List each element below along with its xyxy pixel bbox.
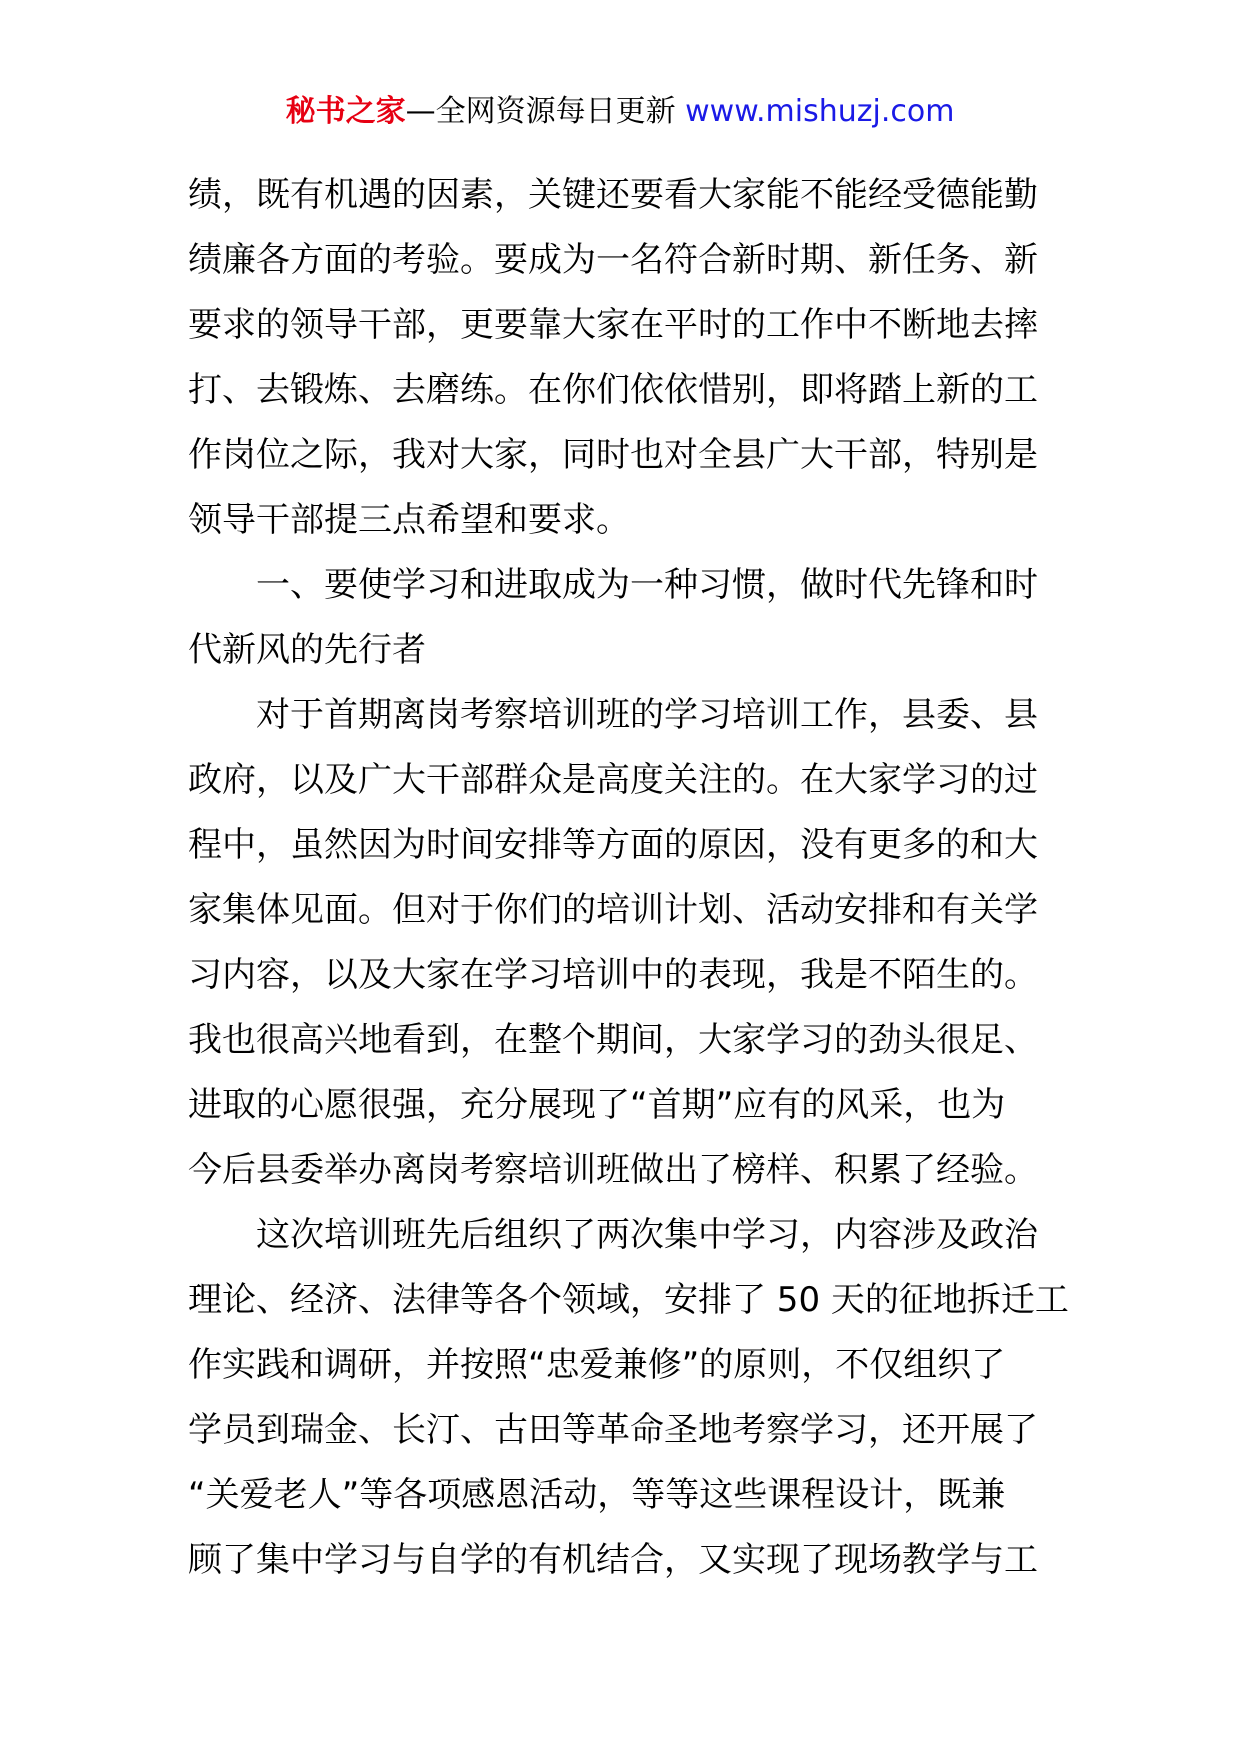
section-heading-line: 一、要使学习和进取成为一种习惯，做时代先锋和时 xyxy=(256,565,1038,605)
body-line: 进取的心愿很强，充分展现了“首期”应有的风采，也为 xyxy=(188,1085,1006,1125)
body-line: 家集体见面。但对于你们的培训计划、活动安排和有关学 xyxy=(188,890,1038,930)
site-header xyxy=(0,90,1240,134)
body-line: “关爱老人”等各项感恩活动，等等这些课程设计，既兼 xyxy=(188,1475,1006,1515)
body-line: 今后县委举办离岗考察培训班做出了榜样、积累了经验。 xyxy=(188,1150,1038,1190)
body-line: 绩廉各方面的考验。要成为一名符合新时期、新任务、新 xyxy=(188,240,1038,280)
body-line: 理论、经济、法律等各个领域，安排了 50 天的征地拆迁工 xyxy=(188,1280,1069,1320)
header-slogan: —全网资源每日更新 xyxy=(405,94,686,129)
body-line: 顾了集中学习与自学的有机结合，又实现了现场教学与工 xyxy=(188,1540,1038,1580)
site-url-link[interactable]: www.mishuzj.com xyxy=(685,94,955,129)
brand-name: 秘书之家 xyxy=(285,94,406,129)
body-line: 习内容，以及大家在学习培训中的表现，我是不陌生的。 xyxy=(188,955,1038,995)
body-line: 要求的领导干部，更要靠大家在平时的工作中不断地去摔 xyxy=(188,305,1038,345)
body-line: 作岗位之际，我对大家，同时也对全县广大干部，特别是 xyxy=(188,435,1038,475)
body-line: 打、去锻炼、去磨练。在你们依依惜别，即将踏上新的工 xyxy=(188,370,1038,410)
body-line: 这次培训班先后组织了两次集中学习，内容涉及政治 xyxy=(256,1215,1038,1255)
body-line: 对于首期离岗考察培训班的学习培训工作，县委、县 xyxy=(256,695,1038,735)
body-line: 作实践和调研，并按照“忠爱兼修”的原则，不仅组织了 xyxy=(188,1345,1006,1385)
section-heading-line: 代新风的先行者 xyxy=(188,630,426,670)
document-body xyxy=(188,163,1069,1593)
body-line: 程中，虽然因为时间安排等方面的原因，没有更多的和大 xyxy=(188,825,1038,865)
body-line: 绩，既有机遇的因素，关键还要看大家能不能经受德能勤 xyxy=(188,175,1038,215)
body-line: 政府，以及广大干部群众是高度关注的。在大家学习的过 xyxy=(188,760,1038,800)
body-line: 学员到瑞金、长汀、古田等革命圣地考察学习，还开展了 xyxy=(188,1410,1038,1450)
body-line: 领导干部提三点希望和要求。 xyxy=(188,500,630,540)
body-line: 我也很高兴地看到，在整个期间，大家学习的劲头很足、 xyxy=(188,1020,1038,1060)
